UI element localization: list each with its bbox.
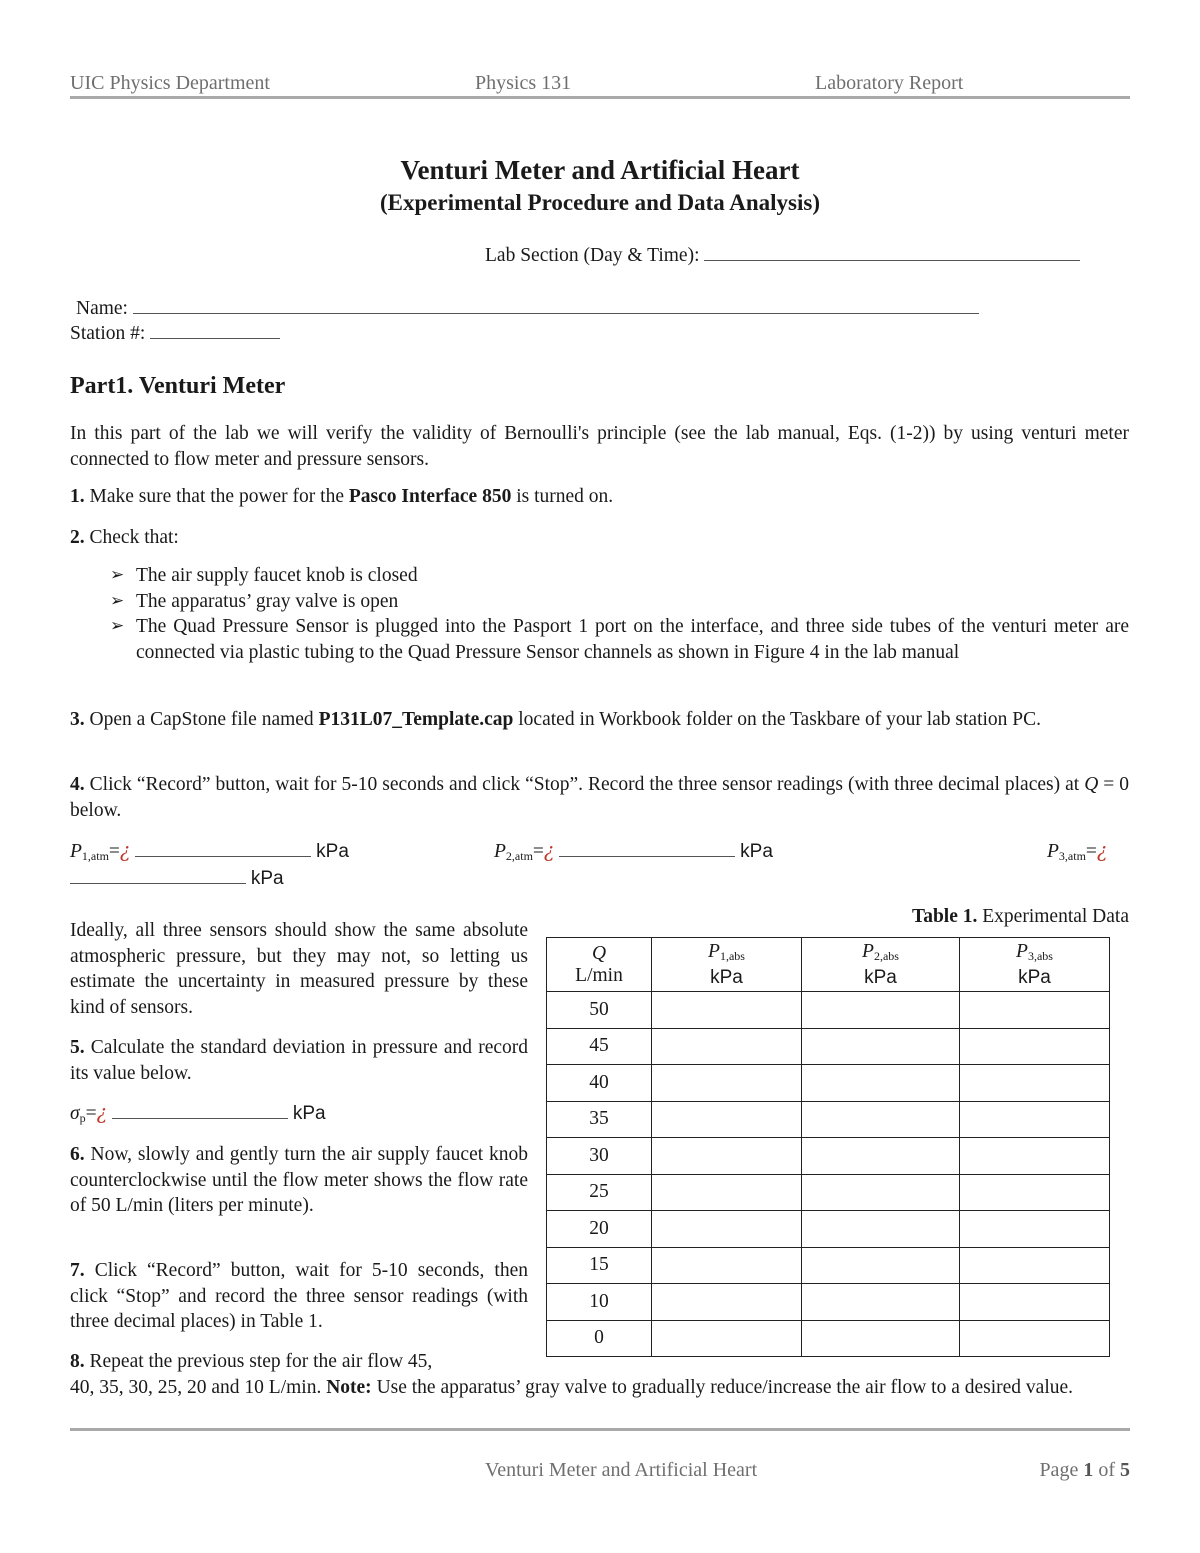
p3-abs-cell[interactable] xyxy=(960,1247,1110,1284)
sigma-symbol: σ xyxy=(70,1103,80,1124)
equals-sign: = xyxy=(1085,841,1097,862)
placeholder-glyph: ¿ xyxy=(1096,839,1108,862)
step-8-number: 8. xyxy=(70,1351,85,1372)
lab-section-field xyxy=(485,243,1080,269)
p2-abs-cell[interactable] xyxy=(802,1028,960,1065)
unit-label: kPa xyxy=(740,841,773,862)
header-subscript: 2,abs xyxy=(873,948,899,963)
sigma-entry xyxy=(70,1100,326,1132)
p1-abs-cell[interactable] xyxy=(652,1174,802,1211)
unit-label: kPa xyxy=(250,868,284,889)
header-course: Physics 131 xyxy=(475,72,572,94)
q-value-cell: 30 xyxy=(547,1138,652,1175)
page-word: Page xyxy=(1039,1459,1079,1481)
header-symbol: P xyxy=(1016,940,1028,962)
lab-section-blank[interactable] xyxy=(704,246,1080,261)
header-symbol: P xyxy=(862,940,874,962)
header-p3 xyxy=(960,938,1110,992)
header-report-type: Laboratory Report xyxy=(815,72,964,94)
ideally-paragraph: Ideally, all three sensors should show the same absolute atmospheric pressure, but they may not, so letting us estimate the uncertainty in measured pressure by these kind of sensors. xyxy=(70,920,528,1018)
q-value-cell: 25 xyxy=(547,1174,652,1211)
footer-rule xyxy=(70,1428,1130,1431)
check-list xyxy=(110,563,1129,665)
p3-atm-entry xyxy=(1047,838,1107,870)
p2-abs-cell[interactable] xyxy=(802,1320,960,1357)
p1-abs-cell[interactable] xyxy=(652,1320,802,1357)
step-3-number: 3. xyxy=(70,709,85,730)
p2-symbol: P xyxy=(494,841,506,862)
p2-atm-blank[interactable] xyxy=(559,842,735,857)
p1-subscript: 1,atm xyxy=(81,849,109,863)
name-field xyxy=(76,296,979,322)
step-3-text-b: located in Workbook folder on the Taskbare of your lab station PC. xyxy=(518,709,1042,730)
placeholder-glyph: ¿ xyxy=(119,839,131,862)
p3-abs-cell[interactable] xyxy=(960,1101,1110,1138)
pasco-interface-name: Pasco Interface 850 xyxy=(348,486,512,507)
p1-atm-entry xyxy=(70,838,349,870)
header-q xyxy=(547,938,652,992)
p2-abs-cell[interactable] xyxy=(802,1101,960,1138)
table-header-row xyxy=(547,938,1110,992)
step-2 xyxy=(70,525,1129,551)
step-2-number: 2. xyxy=(70,527,85,548)
header-symbol: P xyxy=(708,940,720,962)
placeholder-glyph: ¿ xyxy=(96,1101,108,1124)
sigma-subscript: p xyxy=(79,1111,86,1125)
step-5 xyxy=(70,1035,528,1086)
sigma-blank[interactable] xyxy=(112,1104,288,1119)
p3-atm-continuation xyxy=(70,866,284,892)
step-5-text: Calculate the standard deviation in pressure and record its value below. xyxy=(70,1037,529,1084)
q-value-cell: 10 xyxy=(547,1284,652,1321)
q-symbol: Q xyxy=(1084,774,1099,795)
p2-abs-cell[interactable] xyxy=(802,1138,960,1175)
step-1-text-a: Make sure that the power for the xyxy=(89,486,344,507)
p3-abs-cell[interactable] xyxy=(960,1065,1110,1102)
table-caption-text: Experimental Data xyxy=(982,906,1129,927)
p3-abs-cell[interactable] xyxy=(960,1211,1110,1248)
q-value-cell: 15 xyxy=(547,1247,652,1284)
step-1 xyxy=(70,484,1129,510)
step-7 xyxy=(70,1258,528,1335)
placeholder-glyph: ¿ xyxy=(543,839,555,862)
p1-atm-blank[interactable] xyxy=(135,842,311,857)
p3-subscript: 3,atm xyxy=(1058,849,1086,863)
p2-subscript: 2,atm xyxy=(505,849,533,863)
table-row xyxy=(547,1320,1110,1357)
lab-section-label: Lab Section (Day & Time): xyxy=(485,245,700,266)
p2-abs-cell[interactable] xyxy=(802,1065,960,1102)
header-rule xyxy=(70,96,1130,99)
header-symbol: Q xyxy=(591,942,607,964)
table-row xyxy=(547,1065,1110,1102)
unit-label: kPa xyxy=(292,1103,326,1124)
check-item xyxy=(110,614,1129,665)
arrow-bullet-icon: ➢ xyxy=(110,590,125,611)
step-8-text-c: Use the apparatus’ gray valve to gradually reduce/increase the air flow to a desired value. xyxy=(376,1377,1074,1398)
p1-abs-cell[interactable] xyxy=(652,1211,802,1248)
header-unit: kPa xyxy=(1018,966,1051,988)
station-field xyxy=(70,321,280,347)
document-subtitle: (Experimental Procedure and Data Analysis) xyxy=(380,190,820,215)
p1-abs-cell[interactable] xyxy=(652,1247,802,1284)
check-item xyxy=(110,563,1129,589)
step-3-text-a: Open a CapStone file named xyxy=(89,709,314,730)
p1-abs-cell[interactable] xyxy=(652,992,802,1029)
check-item-text: The apparatus’ gray valve is open xyxy=(136,590,399,612)
p3-symbol: P xyxy=(1047,841,1059,862)
step-8-continued xyxy=(70,1375,1129,1401)
unit-label: kPa xyxy=(316,841,349,862)
p2-atm-entry xyxy=(494,838,773,870)
p3-atm-blank[interactable] xyxy=(70,869,246,884)
p2-abs-cell[interactable] xyxy=(802,1174,960,1211)
page-number: 1 xyxy=(1083,1459,1094,1481)
step-6-text: Now, slowly and gently turn the air supply faucet knob counterclockwise until the flow meter shows the flow rate of 50 L/min (liters per minute). xyxy=(70,1144,529,1216)
p1-symbol: P xyxy=(70,841,82,862)
note-label: Note: xyxy=(326,1377,372,1398)
header-unit: L/min xyxy=(575,964,623,986)
step-2-text: Check that: xyxy=(89,527,179,548)
header-department: UIC Physics Department xyxy=(70,72,270,94)
table-row xyxy=(547,1138,1110,1175)
header-p1 xyxy=(652,938,802,992)
arrow-bullet-icon: ➢ xyxy=(110,616,125,636)
equals-sign: = xyxy=(108,841,120,862)
document-title: Venturi Meter and Artificial Heart xyxy=(400,155,800,185)
p3-abs-cell[interactable] xyxy=(960,1174,1110,1211)
page-total: 5 xyxy=(1120,1459,1130,1481)
header-subscript: 1,abs xyxy=(719,948,745,963)
q-value-cell: 0 xyxy=(547,1320,652,1357)
q-value-cell: 35 xyxy=(547,1101,652,1138)
station-label: Station #: xyxy=(70,323,146,344)
p2-abs-cell[interactable] xyxy=(802,1284,960,1321)
step-4 xyxy=(70,772,1129,823)
step-1-number: 1. xyxy=(70,486,85,507)
table-row xyxy=(547,1211,1110,1248)
step-8-text-b: 40, 35, 30, 25, 20 and 10 L/min. xyxy=(70,1377,322,1398)
step-7-text: Click “Record” button, wait for 5-10 seconds, then click “Stop” and record the three sensor readings (with three decimal places) in Table 1. xyxy=(70,1260,528,1332)
table-row xyxy=(547,1101,1110,1138)
step-7-number: 7. xyxy=(70,1260,85,1281)
equals-sign: = xyxy=(532,841,544,862)
table-row xyxy=(547,1174,1110,1211)
step-1-text-b: is turned on. xyxy=(516,486,614,507)
check-item xyxy=(110,589,1129,615)
p2-abs-cell[interactable] xyxy=(802,1247,960,1284)
table-caption xyxy=(912,904,1129,930)
p1-abs-cell[interactable] xyxy=(652,1138,802,1175)
table-row xyxy=(547,1247,1110,1284)
step-4-text-a: Click “Record” button, wait for 5-10 seconds and click “Stop”. Record the three sensor readings (with three decimal places) at xyxy=(89,774,1080,795)
page-indicator xyxy=(1039,1459,1130,1482)
arrow-bullet-icon: ➢ xyxy=(110,565,125,585)
p3-abs-cell[interactable] xyxy=(960,1284,1110,1321)
capstone-filename: P131L07_Template.cap xyxy=(318,709,514,730)
intro-paragraph: In this part of the lab we will verify the validity of Bernoulli's principle (see the lab manual, Eqs. (1-2)) by using venturi meter connected to flow meter and pressure sensors. xyxy=(70,423,1129,470)
footer-title: Venturi Meter and Artificial Heart xyxy=(485,1459,758,1481)
experimental-data-table xyxy=(546,937,1110,1357)
p1-abs-cell[interactable] xyxy=(652,1065,802,1102)
check-item-text: The Quad Pressure Sensor is plugged into the Pasport 1 port on the interface, and three side tubes of the venturi meter are connected via plastic tubing to the Quad Pressure Sensor channels as shown in Figure 4 in the lab manual xyxy=(136,616,1129,663)
p3-abs-cell[interactable] xyxy=(960,1138,1110,1175)
of-word: of xyxy=(1098,1459,1115,1481)
p1-abs-cell[interactable] xyxy=(652,1101,802,1138)
name-blank[interactable] xyxy=(133,299,979,314)
p2-abs-cell[interactable] xyxy=(802,992,960,1029)
header-subscript: 3,abs xyxy=(1027,948,1053,963)
equals-sign: = xyxy=(85,1103,97,1124)
q-value-cell: 20 xyxy=(547,1211,652,1248)
step-6 xyxy=(70,1142,528,1219)
step-8-text-a: Repeat the previous step for the air flow 45, xyxy=(89,1351,433,1372)
step-4-text-b: = 0 below. xyxy=(70,774,1130,821)
part1-heading: Part1. Venturi Meter xyxy=(70,373,286,399)
step-3 xyxy=(70,707,1129,733)
q-value-cell: 50 xyxy=(547,992,652,1029)
check-item-text: The air supply faucet knob is closed xyxy=(136,565,418,586)
p1-abs-cell[interactable] xyxy=(652,1028,802,1065)
q-value-cell: 45 xyxy=(547,1028,652,1065)
header-p2 xyxy=(802,938,960,992)
header-unit: kPa xyxy=(864,966,897,988)
q-value-cell: 40 xyxy=(547,1065,652,1102)
header-unit: kPa xyxy=(710,966,743,988)
table-row xyxy=(547,1028,1110,1065)
station-blank[interactable] xyxy=(150,324,280,339)
p1-abs-cell[interactable] xyxy=(652,1284,802,1321)
p2-abs-cell[interactable] xyxy=(802,1211,960,1248)
step-5-number: 5. xyxy=(70,1037,85,1058)
table-row xyxy=(547,992,1110,1029)
p3-abs-cell[interactable] xyxy=(960,992,1110,1029)
p3-abs-cell[interactable] xyxy=(960,1320,1110,1357)
p3-abs-cell[interactable] xyxy=(960,1028,1110,1065)
table-row xyxy=(547,1284,1110,1321)
step-4-number: 4. xyxy=(70,774,85,795)
table-caption-label: Table 1. xyxy=(912,906,978,927)
step-6-number: 6. xyxy=(70,1144,85,1165)
name-label: Name: xyxy=(76,298,128,319)
